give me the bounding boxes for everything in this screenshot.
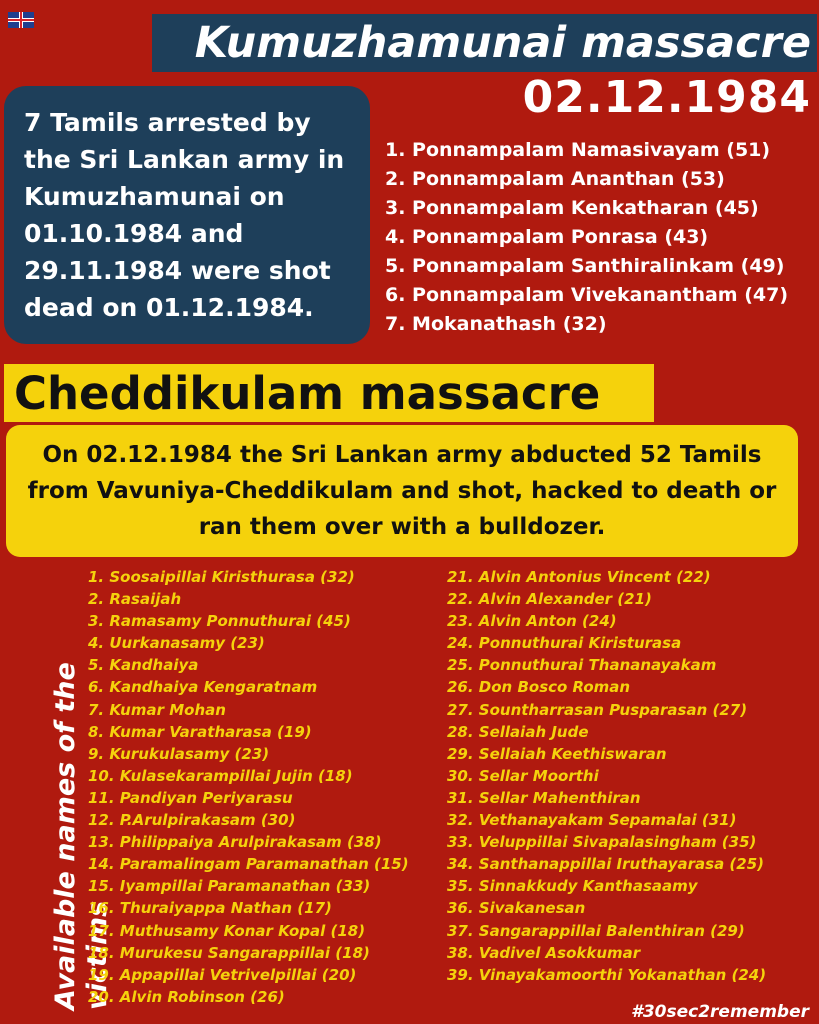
list-item: 7. Mokanathash (32)	[385, 313, 607, 335]
list-item: 2. Rasaijah	[88, 590, 182, 609]
list-item: 27. Sountharrasan Pusparasan (27)	[447, 700, 748, 719]
list-item: 6. Kandhaiya Kengaratnam	[88, 678, 318, 697]
kumuzhamunai-victim-list	[385, 136, 788, 339]
list-item: 20. Alvin Robinson (26)	[88, 987, 285, 1006]
list-item: 39. Vinayakamoorthi Yokanathan (24)	[447, 965, 767, 984]
list-item: 3. Ponnampalam Kenkatharan (45)	[385, 197, 759, 219]
list-item: 5. Kandhaiya	[88, 656, 199, 675]
list-item: 16. Thuraiyappa Nathan (17)	[88, 899, 332, 918]
list-item: 17. Muthusamy Konar Kopal (18)	[88, 921, 366, 940]
list-item: 35. Sinnakkudy Kanthasaamy	[447, 877, 698, 896]
list-item: 4. Ponnampalam Ponrasa (43)	[385, 226, 709, 248]
list-item: 30. Sellar Moorthi	[447, 766, 599, 785]
list-item: 12. P.Arulpirakasam (30)	[88, 811, 296, 830]
list-item: 7. Kumar Mohan	[88, 700, 226, 719]
cheddikulam-victim-list-left	[88, 566, 409, 1008]
list-item: 34. Santhanappillai Iruthayarasa (25)	[447, 855, 764, 874]
list-item: 10. Kulasekarampillai Jujin (18)	[88, 766, 353, 785]
list-item: 36. Sivakanesan	[447, 899, 586, 918]
list-item: 2. Ponnampalam Ananthan (53)	[385, 168, 725, 190]
cheddikulam-title: Cheddikulam massacre	[14, 367, 601, 420]
kumuzhamunai-summary-box	[4, 86, 370, 344]
hashtag: #30sec2remember	[631, 1002, 809, 1022]
list-item: 1. Soosaipillai Kiristhurasa (32)	[88, 568, 355, 586]
list-item: 23. Alvin Anton (24)	[447, 612, 617, 631]
list-item: 38. Vadivel Asokkumar	[447, 943, 641, 962]
list-item: 24. Ponnuthurai Kiristurasa	[447, 634, 682, 653]
list-item: 37. Sangarappillai Balenthiran (29)	[447, 921, 745, 940]
list-item: 32. Vethanayakam Sepamalai (31)	[447, 811, 737, 830]
list-item: 28. Sellaiah Jude	[447, 722, 589, 741]
list-item: 8. Kumar Varatharasa (19)	[88, 722, 312, 741]
list-item: 1. Ponnampalam Namasivayam (51)	[385, 139, 771, 161]
list-item: 31. Sellar Mahenthiran	[447, 788, 641, 807]
list-item: 3. Ramasamy Ponnuthurai (45)	[88, 612, 351, 631]
uk-flag-icon[interactable]	[8, 12, 34, 28]
list-item: 25. Ponnuthurai Thananayakam	[447, 656, 717, 675]
list-item: 33. Veluppillai Sivapalasingham (35)	[447, 833, 757, 852]
list-item: 5. Ponnampalam Santhiralinkam (49)	[385, 255, 785, 277]
cheddikulam-title-banner	[4, 364, 654, 422]
cheddikulam-summary: On 02.12.1984 the Sri Lankan army abducted 52 Tamils from Vavuniya-Cheddikulam and shot, hacked to death or ran them over with a bulldozer.	[27, 442, 777, 540]
list-item: 13. Philippaiya Arulpirakasam (38)	[88, 833, 382, 852]
list-item: 18. Murukesu Sangarappillai (18)	[88, 943, 370, 962]
list-item: 11. Pandiyan Periyarasu	[88, 788, 293, 807]
page-title: Kumuzhamunai massacre	[194, 18, 811, 68]
cheddikulam-summary-box	[6, 425, 798, 557]
list-item: 14. Paramalingam Paramanathan (15)	[88, 855, 409, 874]
list-item: 9. Kurukulasamy (23)	[88, 744, 270, 763]
list-item: 22. Alvin Alexander (21)	[447, 590, 652, 609]
list-item: 6. Ponnampalam Vivekanantham (47)	[385, 284, 789, 306]
list-item: 21. Alvin Antonius Vincent (22)	[447, 568, 711, 586]
list-item: 4. Uurkanasamy (23)	[88, 634, 265, 653]
list-item: 19. Appapillai Vetrivelpillai (20)	[88, 965, 357, 984]
massacre-date: 02.12.1984	[522, 72, 811, 123]
list-item: 26. Don Bosco Roman	[447, 678, 631, 697]
kumuzhamunai-summary: 7 Tamils arrested by the Sri Lankan army in Kumuzhamunai on 01.10.1984 and 29.11.1984 were shot dead on 01.12.1984.	[24, 108, 345, 322]
cheddikulam-victim-list-right	[447, 566, 766, 986]
list-item: 29. Sellaiah Keethiswaran	[447, 744, 667, 763]
list-item: 15. Iyampillai Paramanathan (33)	[88, 877, 371, 896]
victims-side-label: Available names of the victims	[50, 662, 113, 1010]
